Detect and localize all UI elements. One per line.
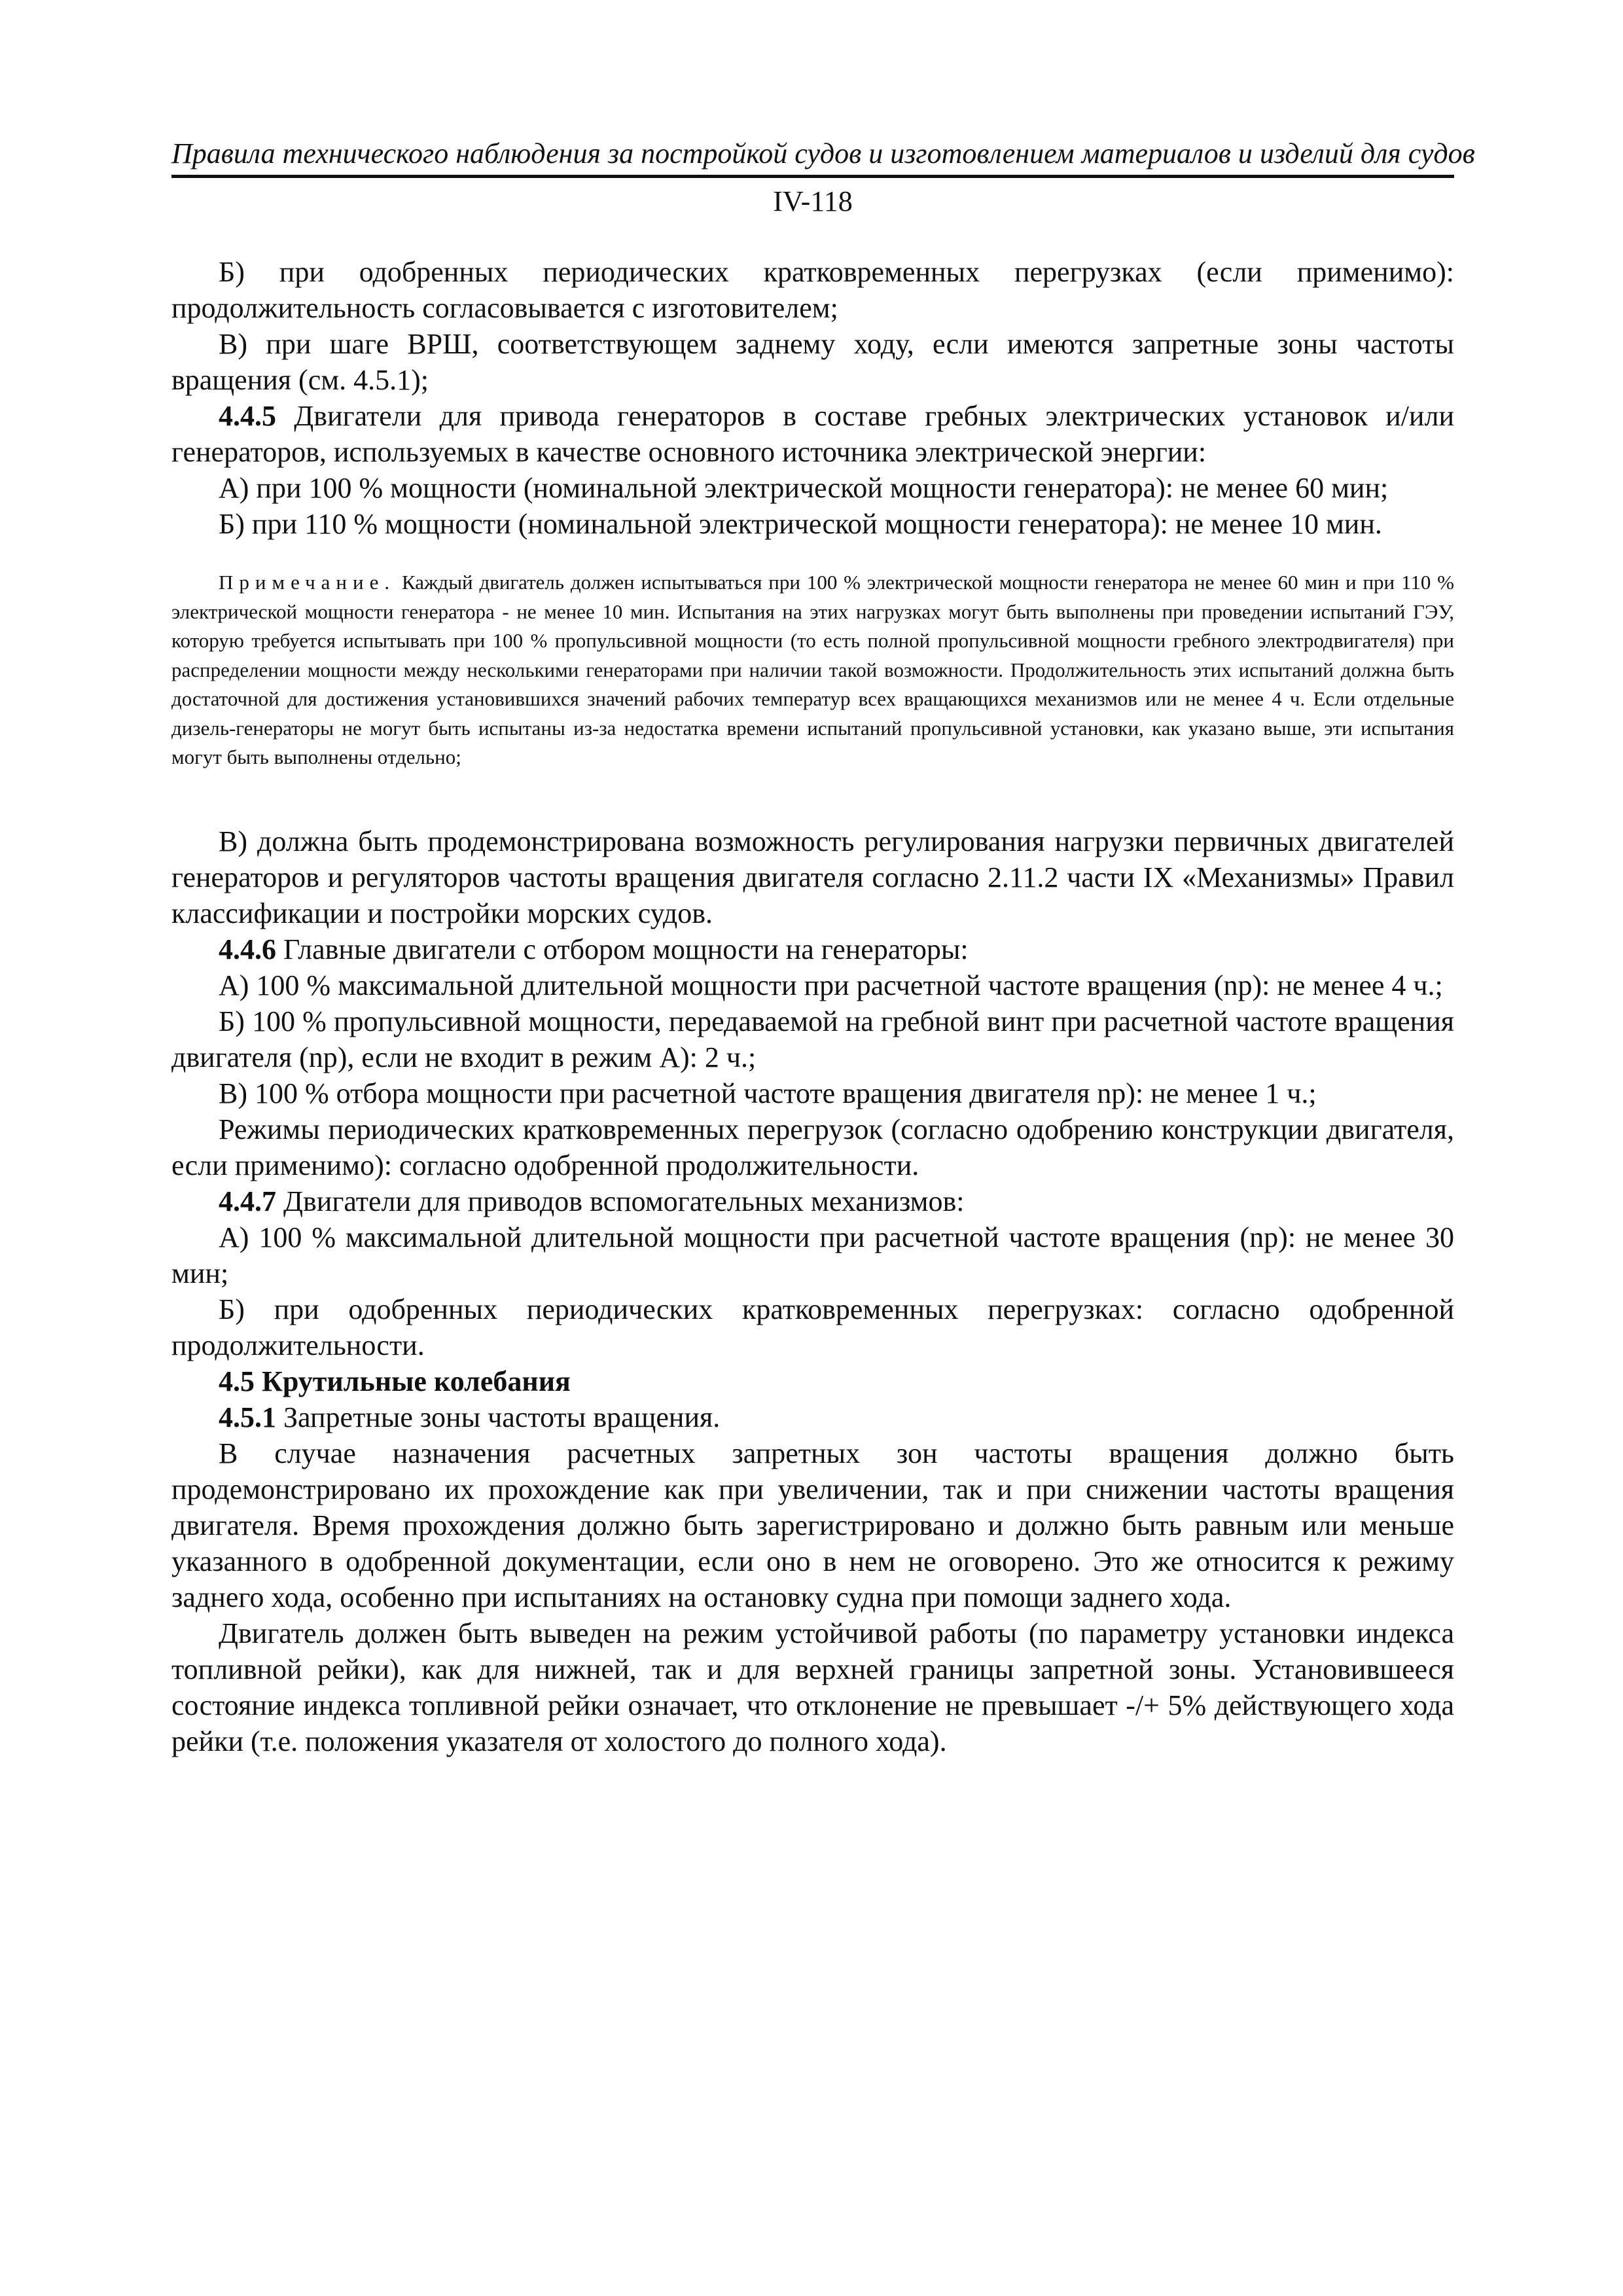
paragraph-cpp-reverse: В) при шаге ВРШ, соответствующем заднему ходу, если имеются запретные зоны частоты вращения (см. 4.5.1); xyxy=(171,328,1454,396)
clause-number: 4.4.6 xyxy=(219,933,276,965)
page-number: IV-118 xyxy=(773,185,853,217)
body-text xyxy=(171,254,1454,1759)
clause-number: 4.4.7 xyxy=(219,1185,276,1217)
paragraph-overload-b: Б) при одобренных периодических кратковременных перегрузках (если применимо): продолжительность согласовывается с изготовителем; xyxy=(171,256,1454,324)
paragraph-aux-b: Б) при одобренных периодических кратковременных перегрузках: согласно одобренной продолжительности. xyxy=(171,1293,1454,1361)
running-header: Правила технического наблюдения за постройкой судов и изготовлением материалов и изделий для судов xyxy=(171,134,1454,178)
paragraph-4-5-1 xyxy=(171,1399,1454,1435)
paragraph-4-4-6 xyxy=(171,931,1454,967)
clause-number: 4.4.5 xyxy=(219,400,276,432)
paragraph-main-b: Б) 100 % пропульсивной мощности, передаваемой на гребной винт при расчетной частоте вращения двигателя (np), если не входит в режим А): 2 ч.; xyxy=(171,1005,1454,1073)
paragraph-4-4-5 xyxy=(171,398,1454,470)
paragraph-barred-zones: В случае назначения расчетных запретных зон частоты вращения должно быть продемонстрировано их прохождение как при увеличении, так и при снижении частоты вращения двигателя. Время прохождения должно быть зарегистрировано и должно быть равным или меньше указанного в одобренной документации, если оно в нем не оговорено. Это же относится к режиму заднего хода, особенно при испытаниях на остановку судна при помощи заднего хода. xyxy=(171,1437,1454,1613)
note-label: Примечание. xyxy=(219,571,396,594)
paragraph-aux-a: А) 100 % максимальной длительной мощности при расчетной частоте вращения (np): не менее 30 мин; xyxy=(171,1221,1454,1289)
paragraph-110-power: Б) при 110 % мощности (номинальной электрической мощности генератора): не менее 10 мин. xyxy=(219,508,1382,540)
paragraph-overload-modes: Режимы периодических кратковременных перегрузок (согласно одобрению конструкции двигателя, если применимо): согласно одобренной продолжительности. xyxy=(171,1113,1454,1181)
clause-text: Двигатели для приводов вспомогательных механизмов: xyxy=(276,1185,965,1217)
clause-text: Двигатели для привода генераторов в составе гребных электрических установок и/или генераторов, используемых в качестве основного источника электрической энергии: xyxy=(171,400,1454,468)
document-page xyxy=(171,134,1475,1759)
clause-text: Главные двигатели с отбором мощности на генераторы: xyxy=(276,933,969,965)
note-text: Каждый двигатель должен испытываться при 100 % электрической мощности генератора не менее 60 мин и при 110 % электрической мощности генератора - не менее 10 мин. Испытания на этих нагрузках могут быть выполнены при проведении испытаний ГЭУ, которую требуется испытывать при 100 % пропульсивной мощности (то есть полной пропульсивной мощности гребного электродвигателя) при распределении мощности между несколькими генераторами при наличии такой возможности. Продолжительность этих испытаний должна быть достаточной для достижения установившихся значений рабочих температур всех вращающихся механизмов или не менее 4 ч. Если отдельные дизель-генераторы не могут быть испытаны из-за недостатка времени испытаний пропульсивной установки, как указано выше, эти испытания могут быть выполнены отдельно; xyxy=(171,571,1454,768)
section-heading-4-5: 4.5 Крутильные колебания xyxy=(219,1365,571,1397)
clause-text: Запретные зоны частоты вращения. xyxy=(276,1401,721,1433)
paragraph-100-power: А) при 100 % мощности (номинальной электрической мощности генератора): не менее 60 мин; xyxy=(219,472,1389,504)
paragraph-main-a: А) 100 % максимальной длительной мощности при расчетной частоте вращения (np): не менее 4 ч.; xyxy=(219,969,1443,1001)
clause-number: 4.5.1 xyxy=(219,1401,276,1433)
paragraph-load-regulation: В) должна быть продемонстрирована возможность регулирования нагрузки первичных двигателей генераторов и регуляторов частоты вращения двигателя согласно 2.11.2 части IX «Механизмы» Правил классификации и постройки морских судов. xyxy=(171,825,1454,929)
paragraph-main-c: В) 100 % отбора мощности при расчетной частоте вращения двигателя np): не менее 1 ч.; xyxy=(219,1077,1317,1109)
paragraph-fuel-rack: Двигатель должен быть выведен на режим устойчивой работы (по параметру установки индекса топливной рейки), как для нижней, так и для верхней границы запретной зоны. Установившееся состояние индекса топливной рейки означает, что отклонение не превышает -/+ 5% действующего хода рейки (т.е. положения указателя от холостого до полного хода). xyxy=(171,1617,1454,1757)
note-paragraph xyxy=(171,568,1454,772)
note-block xyxy=(171,568,1454,772)
paragraph-4-4-7 xyxy=(171,1183,1454,1219)
